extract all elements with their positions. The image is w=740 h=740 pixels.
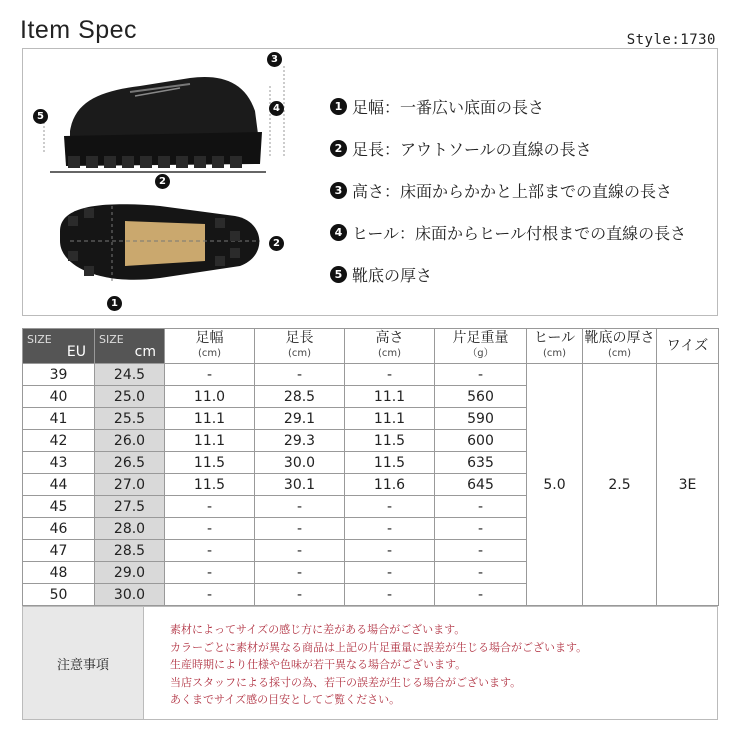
cell-length: 29.1 xyxy=(255,408,345,430)
cell-eu: 46 xyxy=(23,518,95,540)
cell-height: - xyxy=(345,584,435,606)
note-number: 2 xyxy=(330,140,347,157)
note-item xyxy=(330,85,686,127)
cell-height: 11.5 xyxy=(345,452,435,474)
cell-heel: 5.0 xyxy=(527,364,583,606)
header-size-cm: SIZE cm xyxy=(95,329,165,364)
cell-length: - xyxy=(255,364,345,386)
cell-length: - xyxy=(255,540,345,562)
cell-cm: 30.0 xyxy=(95,584,165,606)
note-number: 1 xyxy=(330,98,347,115)
note-number: 3 xyxy=(330,182,347,199)
marker-2: 2 xyxy=(155,174,170,189)
marker-5: 5 xyxy=(33,109,48,124)
cell-cm: 27.0 xyxy=(95,474,165,496)
note-text: 靴底の厚さ xyxy=(352,265,433,285)
cell-width: - xyxy=(165,562,255,584)
style-number: Style:1730 xyxy=(626,32,716,48)
cell-width: - xyxy=(165,364,255,386)
header-width: 足幅 (cm) xyxy=(165,329,255,364)
note-item xyxy=(330,169,686,211)
cell-width: - xyxy=(165,584,255,606)
cell-eu: 40 xyxy=(23,386,95,408)
cell-eu: 43 xyxy=(23,452,95,474)
cell-cm: 28.5 xyxy=(95,540,165,562)
cell-cm: 27.5 xyxy=(95,496,165,518)
cell-length: - xyxy=(255,496,345,518)
cell-length: - xyxy=(255,518,345,540)
cell-height: 11.1 xyxy=(345,386,435,408)
header-weight: 片足重量 （g） xyxy=(435,329,527,364)
header-wise: ワイズ xyxy=(657,329,719,364)
cell-wise: 3E xyxy=(657,364,719,606)
caution-text xyxy=(144,607,587,719)
note-item xyxy=(330,253,686,295)
caution-line: 生産時期により仕様や色味が若干異なる場合がございます。 xyxy=(170,658,467,671)
cell-weight: - xyxy=(435,496,527,518)
marker-2-sole: 2 xyxy=(269,236,284,251)
size-table xyxy=(22,328,719,606)
cell-cm: 29.0 xyxy=(95,562,165,584)
cell-eu: 45 xyxy=(23,496,95,518)
cell-cm: 26.5 xyxy=(95,452,165,474)
note-number: 4 xyxy=(330,224,347,241)
cell-eu: 50 xyxy=(23,584,95,606)
cell-sole: 2.5 xyxy=(583,364,657,606)
cell-width: - xyxy=(165,518,255,540)
cell-weight: - xyxy=(435,562,527,584)
cell-length: 30.0 xyxy=(255,452,345,474)
caution-panel xyxy=(22,606,718,720)
cell-length: 30.1 xyxy=(255,474,345,496)
cell-weight: - xyxy=(435,518,527,540)
cell-width: 11.5 xyxy=(165,452,255,474)
note-text: 高さ：床面からかかと上部までの直線の長さ xyxy=(352,181,673,201)
header-size-eu: SIZE EU xyxy=(23,329,95,364)
caution-line: あくまでサイズ感の目安としてご覧ください。 xyxy=(170,693,401,706)
cell-cm: 28.0 xyxy=(95,518,165,540)
note-text: 足幅：一番広い底面の長さ xyxy=(352,97,545,117)
cell-weight: 590 xyxy=(435,408,527,430)
cell-height: - xyxy=(345,540,435,562)
cell-weight: - xyxy=(435,364,527,386)
cell-weight: 560 xyxy=(435,386,527,408)
cell-cm: 25.5 xyxy=(95,408,165,430)
header-height: 高さ (cm) xyxy=(345,329,435,364)
header-heel: ヒール (cm) xyxy=(527,329,583,364)
cell-height: - xyxy=(345,518,435,540)
note-text: 足長：アウトソールの直線の長さ xyxy=(352,139,592,159)
header-sole: 靴底の厚さ (cm) xyxy=(583,329,657,364)
cell-length: 29.3 xyxy=(255,430,345,452)
note-number: 5 xyxy=(330,266,347,283)
page-title: Item Spec xyxy=(20,16,138,44)
cell-eu: 39 xyxy=(23,364,95,386)
cell-height: - xyxy=(345,496,435,518)
cell-weight: 600 xyxy=(435,430,527,452)
cell-eu: 48 xyxy=(23,562,95,584)
cell-cm: 24.5 xyxy=(95,364,165,386)
cell-length: - xyxy=(255,584,345,606)
caution-line: 素材によってサイズの感じ方に差がある場合がございます。 xyxy=(170,623,466,636)
cell-width: 11.1 xyxy=(165,430,255,452)
cell-width: 11.0 xyxy=(165,386,255,408)
marker-1: 1 xyxy=(107,296,122,311)
measurement-notes xyxy=(330,85,686,295)
note-item xyxy=(330,211,686,253)
cell-eu: 44 xyxy=(23,474,95,496)
cell-width: 11.1 xyxy=(165,408,255,430)
cell-length: 28.5 xyxy=(255,386,345,408)
cell-eu: 47 xyxy=(23,540,95,562)
cell-length: - xyxy=(255,562,345,584)
cell-eu: 41 xyxy=(23,408,95,430)
cell-height: - xyxy=(345,562,435,584)
cell-cm: 25.0 xyxy=(95,386,165,408)
cell-width: 11.5 xyxy=(165,474,255,496)
cell-eu: 42 xyxy=(23,430,95,452)
cell-height: - xyxy=(345,364,435,386)
cell-height: 11.6 xyxy=(345,474,435,496)
caution-label: 注意事項 xyxy=(23,607,144,719)
caution-line: 当店スタッフによる採寸の為、若干の誤差が生じる場合がございます。 xyxy=(170,675,522,689)
cell-cm: 26.0 xyxy=(95,430,165,452)
marker-3: 3 xyxy=(267,52,282,67)
cell-weight: 635 xyxy=(435,452,527,474)
note-text: ヒール：床面からヒール付根までの直線の長さ xyxy=(352,223,687,243)
caution-line: カラーごとに素材が異なる商品は上記の片足重量に誤差が生じる場合がございます。 xyxy=(170,640,588,654)
cell-weight: - xyxy=(435,540,527,562)
table-row xyxy=(23,364,719,386)
cell-width: - xyxy=(165,540,255,562)
marker-4: 4 xyxy=(269,101,284,116)
cell-weight: 645 xyxy=(435,474,527,496)
cell-height: 11.5 xyxy=(345,430,435,452)
cell-width: - xyxy=(165,496,255,518)
header-length: 足長 (cm) xyxy=(255,329,345,364)
cell-height: 11.1 xyxy=(345,408,435,430)
note-item xyxy=(330,127,686,169)
cell-weight: - xyxy=(435,584,527,606)
